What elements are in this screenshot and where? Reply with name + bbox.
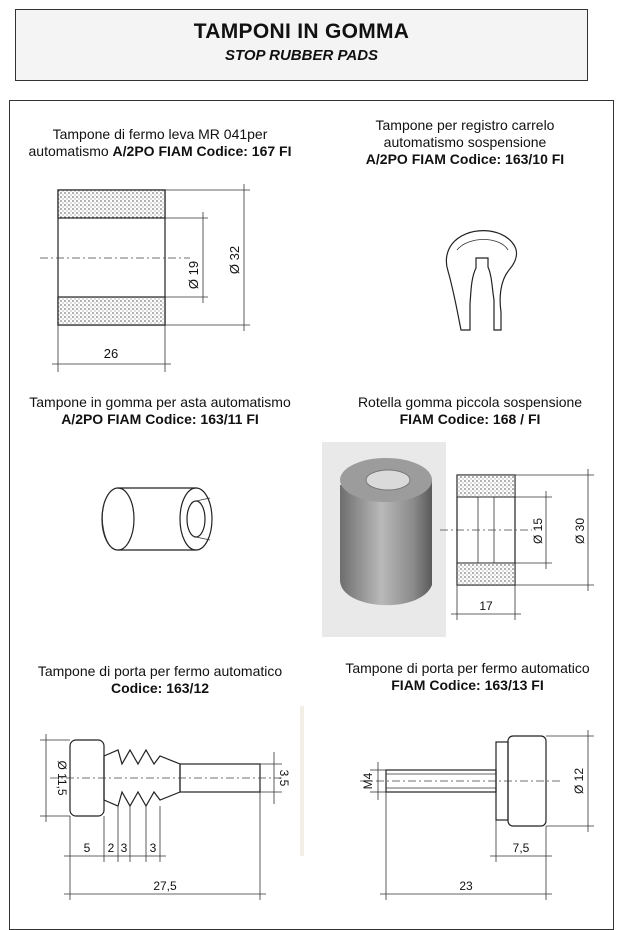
item2-code: A/2PO FIAM Codice: 163/10 FI [365,151,565,167]
item4-photo [322,442,446,637]
item5-dim-35: 3,5 [277,769,291,787]
page-subtitle: STOP RUBBER PADS [224,47,379,64]
item2-drawing [446,231,516,330]
item3-code: A/2PO FIAM Codice: 163/11 FI [61,411,259,427]
item5-drawing [40,706,304,900]
item4-dim-d30: Ø 30 [573,517,587,545]
item4-code: FIAM Codice: 168 / FI [399,411,541,427]
item1-caption-line1: Tampone di fermo leva MR 041per [52,126,268,142]
item1-caption-line2: automatismo [28,143,113,159]
item5-caption-line1: Tampone di porta per fermo automatico [37,663,283,679]
item5-code: Codice: 163/12 [110,680,210,696]
item4-drawing [440,469,594,620]
item5-dim-2: 2 [107,841,115,855]
item6-drawing [360,730,594,900]
item4-caption-line1: Rotella gomma piccola sospensione [357,394,583,410]
item1-dim-d32: Ø 32 [227,245,242,275]
page-title: TAMPONI IN GOMMA [193,20,410,43]
item1-code: A/2PO FIAM Codice: 167 FI [112,143,292,159]
item6-caption-line1: Tampone di porta per fermo automatico [345,660,590,676]
item6-dim-23: 23 [459,879,473,893]
item1-dim-len: 26 [103,346,119,361]
item5-dim-3a: 3 [120,841,128,855]
item6-dim-d12: Ø 12 [572,767,586,795]
item4-dim-len: 17 [479,599,493,613]
item3-drawing [102,488,212,550]
item6-dim-75: 7,5 [512,841,530,855]
item4-dim-d15: Ø 15 [531,517,545,545]
item1-drawing [40,184,250,372]
item6-code: FIAM Codice: 163/13 FI [391,677,544,693]
item1-dim-d19: Ø 19 [186,260,201,290]
item3-caption-line1: Tampone in gomma per asta automatismo [29,394,291,410]
item2-caption-line2: automatismo sospensione [383,134,547,150]
item5-dim-5: 5 [83,841,91,855]
item5-dim-d115: Ø 11,5 [55,760,69,796]
item5-dim-275: 27,5 [153,879,177,893]
item5-dim-3b: 3 [149,841,157,855]
item6-dim-m4: M4 [361,772,375,790]
item2-caption-line1: Tampone per registro carrelo [375,117,555,133]
